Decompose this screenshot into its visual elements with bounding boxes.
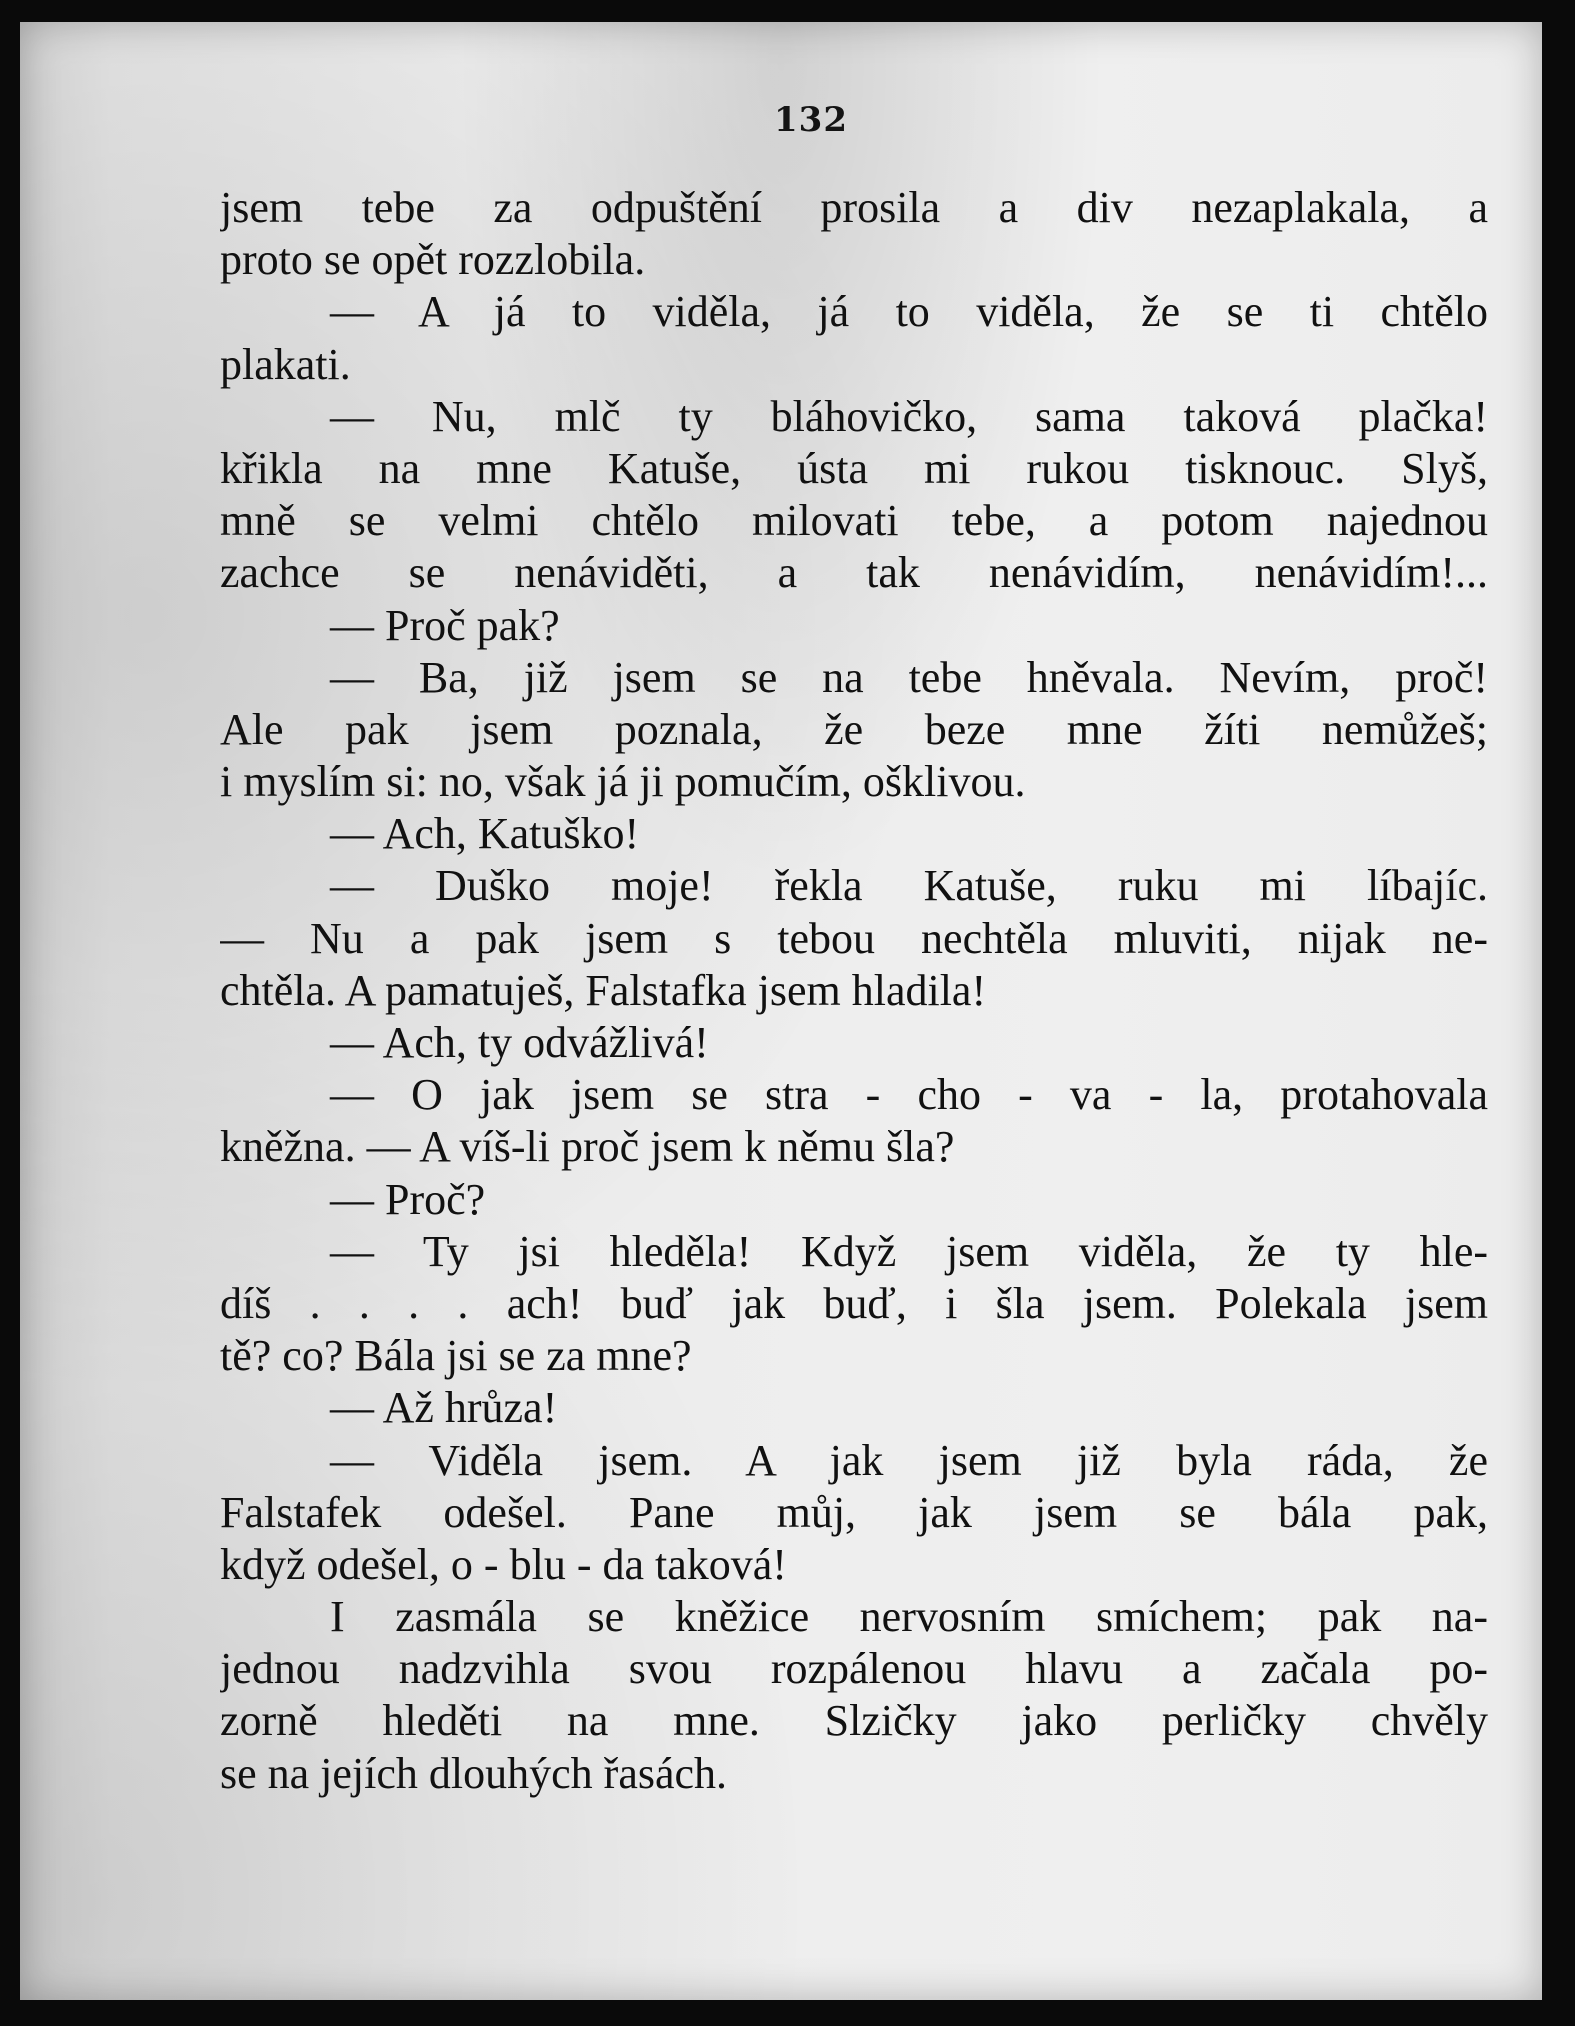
text-line: díš . . . . ach! buď jak buď, i šla jsem. Polekala jsem xyxy=(220,1278,1488,1328)
text-line: I zasmála se kněžice nervosním smíchem; pak na- xyxy=(330,1592,1488,1642)
text-line: kněžna. — A víš-li proč jsem k němu šla? xyxy=(220,1122,955,1172)
body-text xyxy=(220,182,1488,1800)
text-line: když odešel, o - blu - da taková! xyxy=(220,1539,787,1589)
text-line: zachce se nenáviděti, a tak nenávidím, nenávidím!... xyxy=(220,548,1488,598)
book-page xyxy=(20,22,1542,2000)
text-line: — Duško moje! řekla Katuše, ruku mi líbajíc. xyxy=(330,861,1488,911)
text-line: — Až hrůza! xyxy=(330,1383,558,1433)
text-line: — Nu, mlč ty bláhovičko, sama taková plačka! xyxy=(330,391,1488,441)
text-line: — Proč? xyxy=(330,1174,486,1224)
text-line: — Viděla jsem. A jak jsem již byla ráda, že xyxy=(330,1435,1488,1485)
text-line: chtěla. A pamatuješ, Falstafka jsem hladila! xyxy=(220,965,987,1015)
text-line: proto se opět rozzlobila. xyxy=(220,235,646,285)
text-line: jednou nadzvihla svou rozpálenou hlavu a začala po- xyxy=(220,1644,1488,1694)
page-number: 132 xyxy=(774,100,848,140)
text-line: — Ba, již jsem se na tebe hněvala. Nevím, proč! xyxy=(330,652,1488,702)
text-line: jsem tebe za odpuštění prosila a div nezaplakala, a xyxy=(220,183,1488,232)
text-line: — Ach, Katuško! xyxy=(330,809,640,859)
text-line: — O jak jsem se stra - cho - va - la, protahovala xyxy=(330,1070,1488,1120)
text-line: — Ty jsi hleděla! Když jsem viděla, že ty hle- xyxy=(330,1226,1488,1276)
text-line: — A já to viděla, já to viděla, že se ti chtělo xyxy=(330,287,1488,337)
text-line: — Nu a pak jsem s tebou nechtěla mluviti, nijak ne- xyxy=(220,913,1488,963)
text-line: plakati. xyxy=(220,339,351,389)
text-line: i myslím si: no, však já ji pomučím, ošklivou. xyxy=(220,757,1026,807)
text-line: Falstafek odešel. Pane můj, jak jsem se bála pak, xyxy=(220,1487,1488,1537)
text-line: Ale pak jsem poznala, že beze mne žíti nemůžeš; xyxy=(220,704,1488,754)
text-line: křikla na mne Katuše, ústa mi rukou tisknouc. Slyš, xyxy=(220,443,1488,493)
text-line: se na jejích dlouhých řasách. xyxy=(220,1748,728,1798)
text-line: — Ach, ty odvážlivá! xyxy=(330,1018,709,1067)
text-line: zorně hleděti na mne. Slzičky jako perličky chvěly xyxy=(220,1696,1488,1746)
text-line: tě? co? Bála jsi se za mne? xyxy=(220,1331,692,1381)
text-line: — Proč pak? xyxy=(330,600,560,650)
text-line: mně se velmi chtělo milovati tebe, a potom najednou xyxy=(220,496,1488,546)
